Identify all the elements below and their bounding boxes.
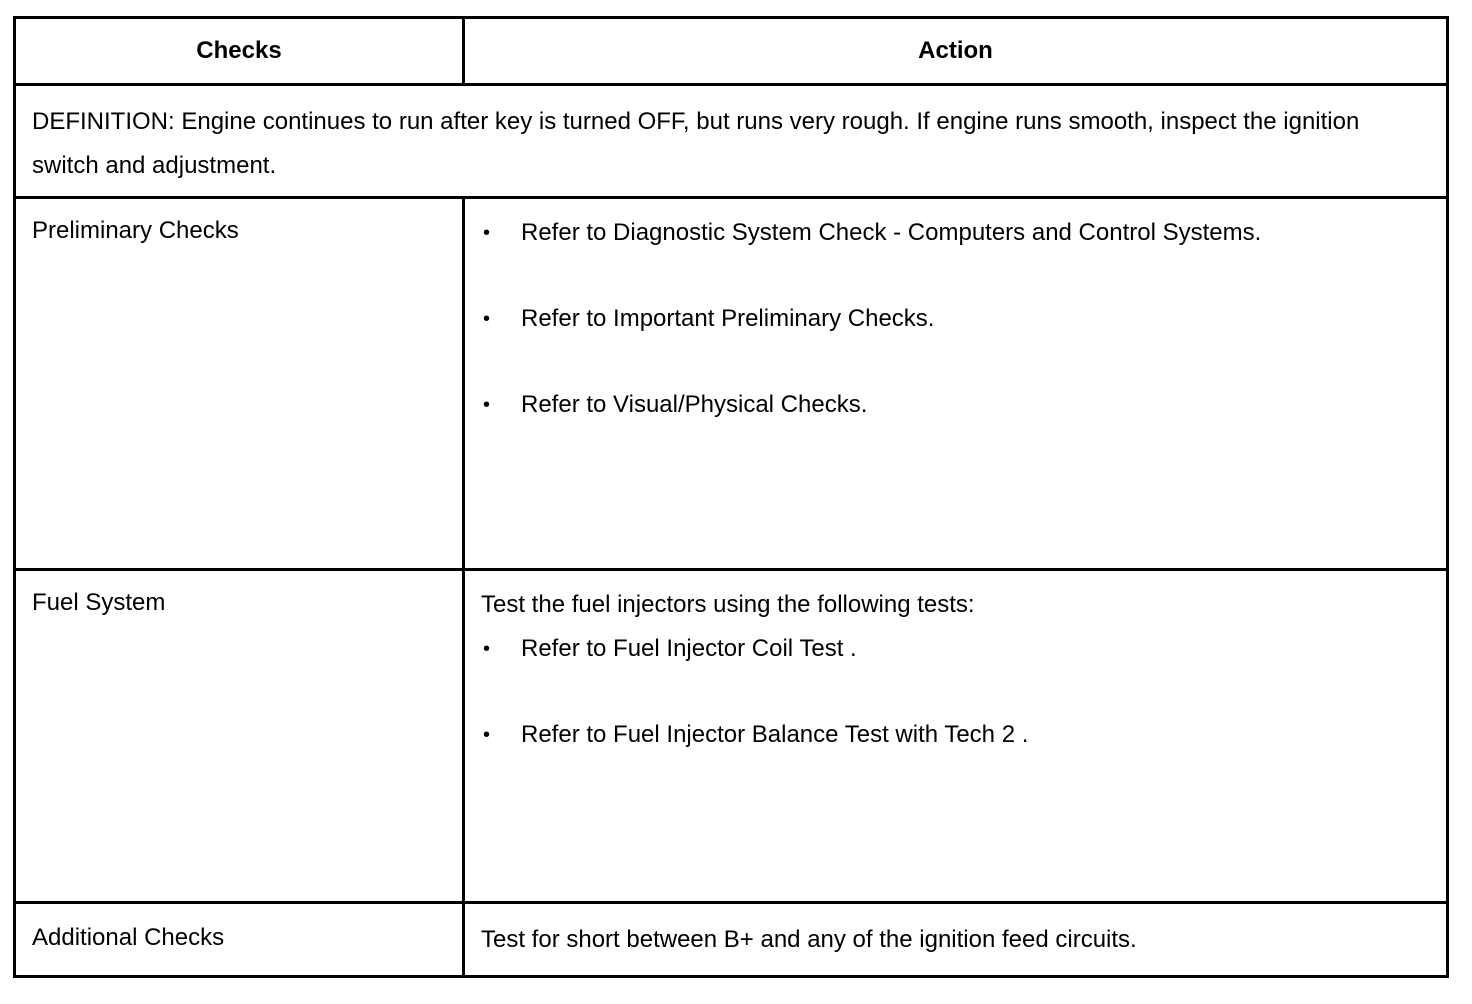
list-item-text: Refer to Fuel Injector Balance Test with Tech 2 .	[521, 721, 1029, 748]
list-item	[481, 633, 1430, 665]
action-intro-text: Test the fuel injectors using the following tests:	[481, 591, 975, 618]
list-item-text: Refer to Diagnostic System Check - Computers and Control Systems.	[521, 219, 1262, 246]
list-item	[481, 389, 1430, 421]
definition-text: DEFINITION: Engine continues to run after key is turned OFF, but runs very rough. If engine runs smooth, inspect the ignition switch and adjustment.	[15, 85, 1448, 198]
table-row	[15, 198, 1448, 570]
bullet-icon: •	[483, 308, 491, 330]
table-row	[15, 570, 1448, 903]
check-label-additional: Additional Checks	[15, 903, 464, 977]
action-cell-preliminary	[464, 198, 1448, 570]
action-cell-fuel-system	[464, 570, 1448, 903]
action-column-header: Action	[464, 18, 1448, 85]
list-item-text: Refer to Important Preliminary Checks.	[521, 305, 935, 332]
bullet-icon: •	[483, 394, 491, 416]
list-item	[481, 719, 1430, 751]
action-bullet-list	[481, 633, 1430, 751]
list-item-text: Refer to Fuel Injector Coil Test .	[521, 635, 857, 662]
checks-column-header: Checks	[15, 18, 464, 85]
diagnostic-table	[13, 16, 1449, 978]
action-bullet-list	[481, 217, 1430, 421]
check-label-fuel-system: Fuel System	[15, 570, 464, 903]
check-label-preliminary: Preliminary Checks	[15, 198, 464, 570]
list-item	[481, 217, 1430, 249]
bullet-icon: •	[483, 724, 491, 746]
bullet-icon: •	[483, 222, 491, 244]
table-row	[15, 903, 1448, 977]
bullet-icon: •	[483, 638, 491, 660]
list-item-text: Refer to Visual/Physical Checks.	[521, 391, 868, 418]
list-item	[481, 303, 1430, 335]
definition-row	[15, 85, 1448, 198]
action-text-additional: Test for short between B+ and any of the ignition feed circuits.	[464, 903, 1448, 977]
header-row	[15, 18, 1448, 85]
